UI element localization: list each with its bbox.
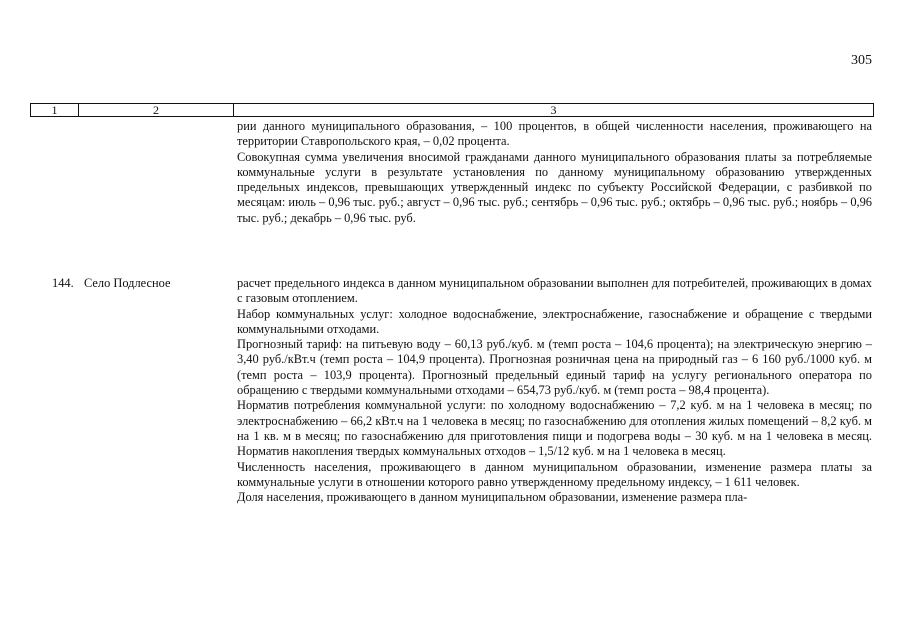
entry-name: Село Подлесное (84, 276, 171, 290)
continuation-paragraph: Совокупная сумма увеличения вносимой гражданами данного муниципального образования платы за потребляемые коммунальные услуги в результате установления по данному муниципальному образованию утвержденных предельных индексов, превышающих утвержденный индекс по субъекту Российской Федерации, с разбивкой по месяцам: июль – 0,96 тыс. руб.; август – 0,96 тыс. руб.; сентябрь – 0,96 тыс. руб.; октябрь – 0,96 тыс. руб.; ноябрь – 0,96 тыс. руб.; декабрь – 0,96 тыс. руб. (237, 149, 872, 225)
column-number-2: 2 (79, 104, 234, 116)
entry-paragraph: Набор коммунальных услуг: холодное водоснабжение, электроснабжение, газоснабжение и обращение с твердыми коммунальными отходами. (237, 306, 872, 336)
column-number-3: 3 (550, 103, 557, 117)
table-column-header (30, 103, 874, 117)
entry-paragraph: Численность населения, проживающего в данном муниципальном образовании, изменение размера платы за коммунальные услуги в отношении которого равно утвержденному предельному индексу, – 1 611 человек. (237, 459, 872, 489)
continuation-text (237, 119, 872, 226)
entry-number: 144. (52, 276, 74, 290)
entry-paragraph: Норматив потребления коммунальной услуги: по холодному водоснабжению – 7,2 куб. м на 1 человека в месяц; по электроснабжению – 66,2 кВт.ч на 1 человека в месяц; по газоснабжению для отопления жилых помещений – 8,2 куб. м на 1 кв. м в месяц; по газоснабжению для приготовления пищи и подогрева воды – 30 куб. м на 1 человека в месяц. Норматив накопления твердых коммунальных отходов – 1,5/12 куб. м на 1 человека в месяц. (237, 398, 872, 459)
column-number-1: 1 (31, 104, 79, 116)
entry-paragraph: Прогнозный тариф: на питьевую воду – 60,13 руб./куб. м (темп роста – 104,6 процента); на электрическую энергию – 3,40 руб./кВт.ч (темп роста – 104,9 процента). Прогнозная розничная цена на природный газ – 6 160 руб./1000 куб. м (темп роста – 103,9 процента). Прогнозный предельный единый тариф на услугу регионального оператора по обращению с твердыми коммунальными отходами – 654,73 руб./куб. м (темп роста – 98,4 процента). (237, 337, 872, 398)
continuation-paragraph: рии данного муниципального образования, – 100 процентов, в общей численности населения, проживающего на территории Ставропольского края, – 0,02 процента. (237, 119, 872, 149)
entry-paragraph: расчет предельного индекса в данном муниципальном образовании выполнен для потребителей, проживающих в домах с газовым отоплением. (237, 276, 872, 306)
entry-text (237, 276, 872, 505)
page-number: 305 (851, 53, 872, 68)
entry-paragraph: Доля населения, проживающего в данном муниципальном образовании, изменение размера пла- (237, 490, 748, 505)
